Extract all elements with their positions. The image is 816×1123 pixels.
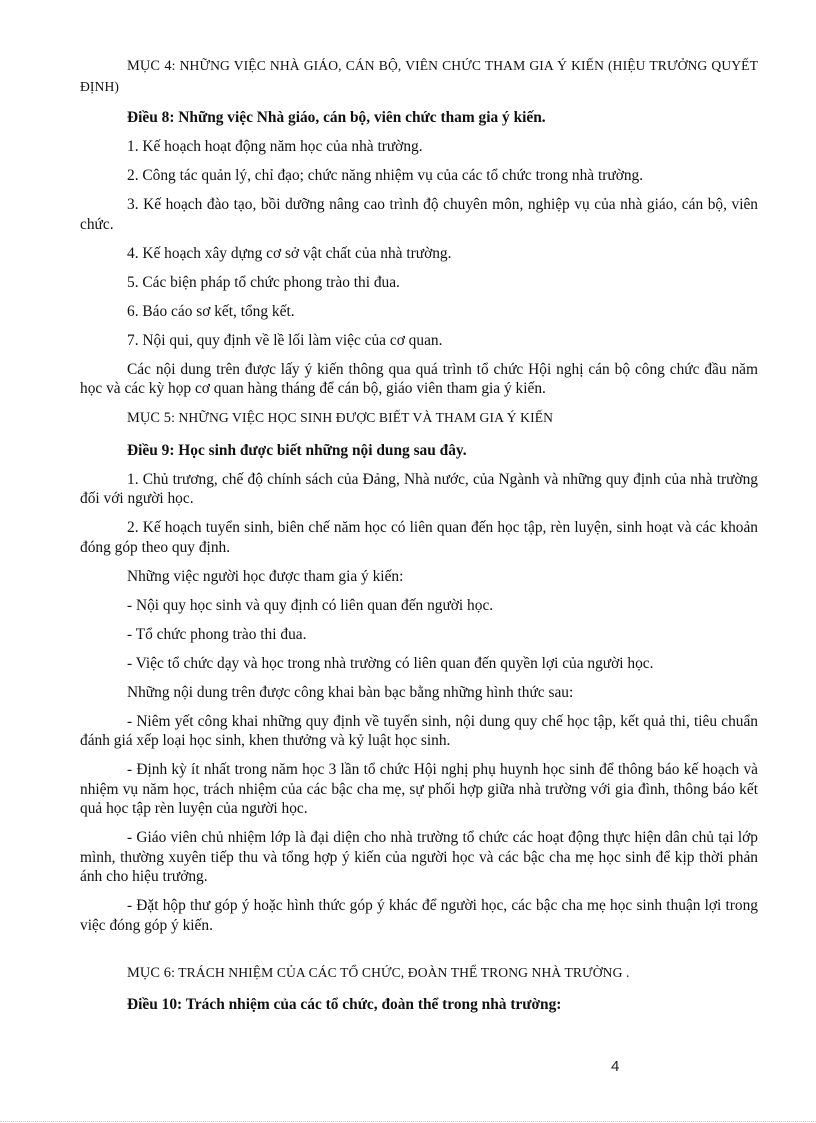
section-6-heading-text: : TRÁCH NHIỆM CỦA CÁC TỔ CHỨC, ĐOÀN THỂ TRONG NHÀ TRƯỜNG . — [171, 964, 630, 980]
article-9-item: Những nội dung trên được công khai bàn bạc bằng những hình thức sau: — [127, 683, 574, 701]
section-spacer — [80, 945, 758, 963]
article-8-item: 2. Công tác quản lý, chỉ đạo; chức năng nhiệm vụ của các tổ chức trong nhà trường. — [127, 167, 644, 184]
article-9-item: 2. Kế hoạch tuyển sinh, biên chế năm học có liên quan đến học tập, rèn luyện, sinh hoạt và các khoản đóng góp theo quy định. — [80, 519, 758, 556]
article-9-title: Điều 9: Học sinh được biết những nội dung sau đây. — [127, 441, 467, 459]
section-4-heading-text: : NHỮNG VIỆC NHÀ GIÁO, CÁN BỘ, VIÊN CHỨC THAM GIA Ý KIẾN (HIỆU TRƯỞNG QUYẾT ĐỊNH) — [80, 58, 758, 94]
article-9-item: - Giáo viên chủ nhiệm lớp là đại diện cho nhà trường tổ chức các hoạt động thực hiện dân chủ tại lớp mình, thường xuyên tiếp thu và tổng hợp ý kiến của người học và các bậc cha mẹ học sinh để kịp thời phản ánh cho hiệu trưởng. — [80, 829, 758, 885]
section-5-heading-lead: MỤC 5 — [127, 410, 172, 426]
article-9-item: Những việc người học được tham gia ý kiến: — [127, 567, 404, 585]
article-9-item: - Việc tổ chức dạy và học trong nhà trường có liên quan đến quyền lợi của người học. — [127, 654, 654, 672]
document-page — [80, 56, 758, 1024]
article-8-item: 5. Các biện pháp tổ chức phong trào thi đua. — [127, 273, 400, 291]
article-9-item: - Tổ chức phong trào thi đua. — [127, 625, 307, 643]
article-10-title: Điều 10: Trách nhiệm của các tổ chức, đoàn thể trong nhà trường: — [127, 996, 562, 1013]
section-6-heading — [80, 963, 758, 984]
article-9-item: - Nội quy học sinh và quy định có liên quan đến người học. — [127, 596, 494, 614]
section-4-heading-lead: MỤC 4 — [127, 58, 172, 74]
article-8-item: 7. Nội qui, quy định về lề lối làm việc của cơ quan. — [127, 331, 443, 349]
section-4-heading — [80, 56, 758, 96]
section-5-heading — [80, 408, 758, 429]
article-9-item: - Đặt hộp thư góp ý hoặc hình thức góp ý khác để người học, các bậc cha mẹ học sinh thuận lợi trong việc đóng góp ý kiến. — [80, 897, 758, 934]
article-8-item: 4. Kế hoạch xây dựng cơ sở vật chất của nhà trường. — [127, 244, 452, 262]
article-8-note: Các nội dung trên được lấy ý kiến thông qua quá trình tổ chức Hội nghị cán bộ công chức đầu năm học và các kỳ họp cơ quan hàng tháng để cán bộ, giáo viên tham gia ý kiến. — [80, 360, 758, 397]
article-8-item: 6. Báo cáo sơ kết, tổng kết. — [127, 302, 295, 320]
page-bottom-rule — [0, 1121, 816, 1122]
page-number: 4 — [611, 1058, 620, 1075]
article-8-item: 3. Kế hoạch đào tạo, bồi dưỡng nâng cao trình độ chuyên môn, nghiệp vụ của nhà giáo, cán bộ, viên chức. — [80, 196, 758, 233]
article-9-item: - Định kỳ ít nhất trong năm học 3 lần tổ chức Hội nghị phụ huynh học sinh để thông báo kế hoạch và nhiệm vụ năm học, trách nhiệm của các bậc cha mẹ, sự phối hợp giữa nhà trường với gia đình, thông báo kết quả học tập rèn luyện của người học. — [80, 761, 758, 817]
article-9-item: 1. Chủ trương, chế độ chính sách của Đảng, Nhà nước, của Ngành và những quy định của nhà trường đối với người học. — [80, 470, 758, 507]
article-8-item: 1. Kế hoạch hoạt động năm học của nhà trường. — [127, 138, 423, 155]
section-5-heading-text: : NHỮNG VIỆC HỌC SINH ĐƯỢC BIẾT VÀ THAM GIA Ý KIẾN — [171, 410, 554, 425]
article-9-item: - Niêm yết công khai những quy định về tuyển sinh, nội dung quy chế học tập, kết quả thi, tiêu chuẩn đánh giá xếp loại học sinh, khen thưởng và kỷ luật học sinh. — [80, 712, 758, 749]
article-8-title: Điều 8: Những việc Nhà giáo, cán bộ, viên chức tham gia ý kiến. — [127, 109, 546, 126]
section-6-heading-lead: MỤC 6 — [127, 964, 172, 981]
